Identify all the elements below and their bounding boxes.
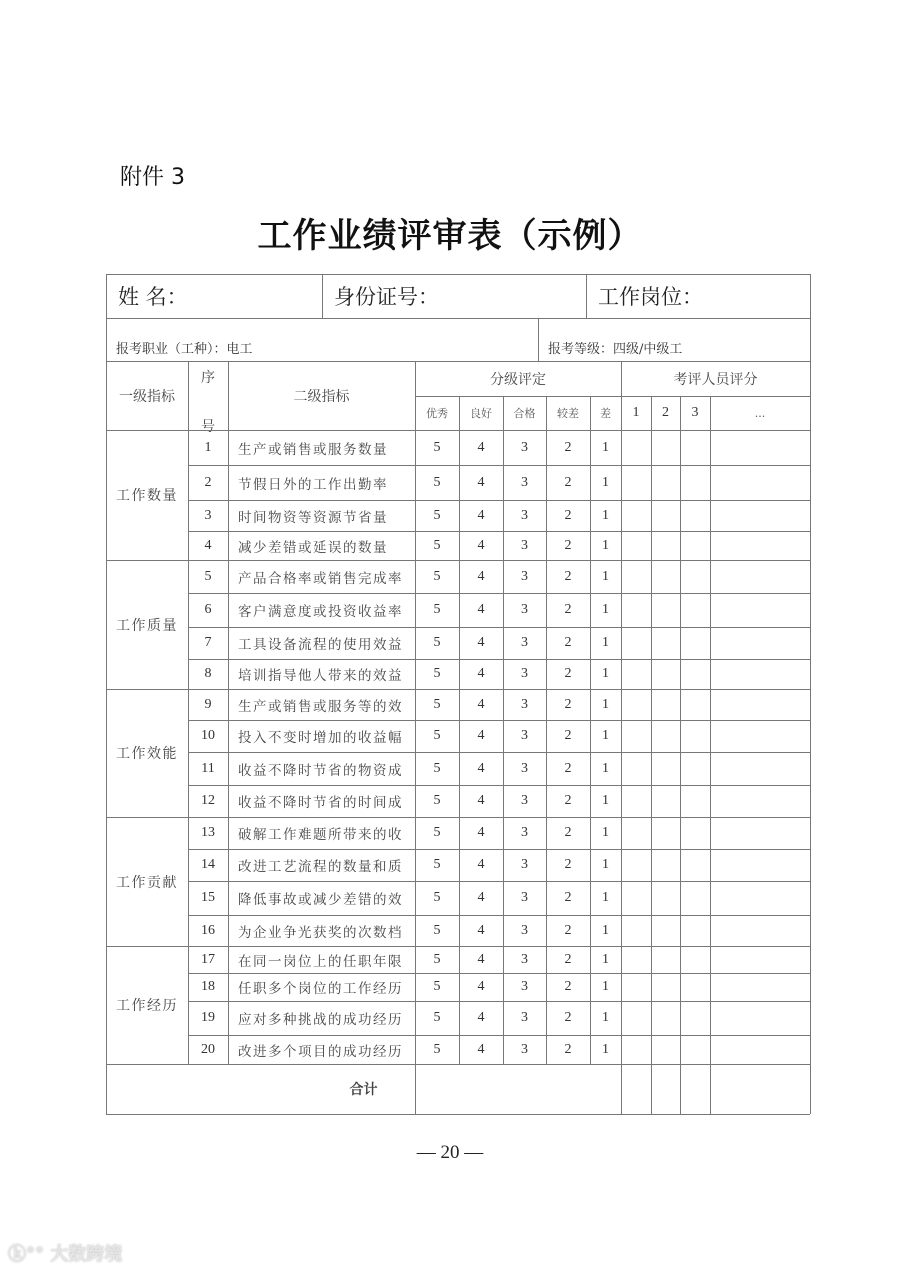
grade-score-option[interactable]: 5 — [433, 696, 441, 712]
page-number: — 20 — — [416, 1142, 484, 1163]
reviewer-score-cell[interactable] — [710, 817, 810, 849]
grade-score-option[interactable]: 5 — [433, 1041, 441, 1057]
reviewer-score-cell[interactable] — [621, 849, 651, 881]
grade-score-option[interactable]: 3 — [521, 793, 528, 808]
total-reviewer-cell[interactable] — [651, 1064, 680, 1114]
secondary-indicator: 破解工作难题所带来的收 — [238, 827, 403, 843]
reviewer-score-cell[interactable] — [680, 1001, 710, 1035]
grade-score-option[interactable]: 2 — [564, 1041, 572, 1057]
grade-score-option[interactable]: 1 — [602, 666, 609, 681]
reviewer-score-cell[interactable] — [710, 1001, 810, 1035]
row-number: 6 — [204, 602, 212, 617]
reviewer-score-cell[interactable] — [710, 465, 810, 500]
reviewer-score-cell[interactable] — [651, 752, 680, 785]
reviewer-score-cell[interactable] — [651, 465, 680, 500]
grade-score-option[interactable]: 2 — [564, 537, 572, 553]
grade-score-option[interactable]: 5 — [433, 857, 441, 872]
reviewer-score-cell[interactable] — [710, 531, 810, 560]
grade-score-option[interactable]: 3 — [521, 439, 528, 455]
row-number: 14 — [201, 857, 215, 872]
grade-score-option[interactable]: 2 — [564, 507, 572, 523]
grade-score-option[interactable]: 5 — [433, 537, 441, 553]
row-number: 11 — [201, 760, 215, 776]
grade-score-option[interactable]: 4 — [477, 793, 485, 808]
grade-score-option[interactable]: 4 — [477, 890, 485, 905]
reviewer-score-cell[interactable] — [651, 720, 680, 752]
reviewer-score-cell[interactable] — [621, 720, 651, 752]
header-grade-0: 优秀 — [426, 407, 448, 420]
grade-score-option[interactable]: 4 — [477, 922, 485, 938]
grade-score-option[interactable]: 2 — [564, 760, 572, 776]
reviewer-score-cell[interactable] — [621, 627, 651, 659]
reviewer-score-cell[interactable] — [621, 1035, 651, 1064]
reviewer-score-cell[interactable] — [680, 430, 710, 465]
grade-score-option[interactable]: 1 — [602, 1041, 609, 1057]
grade-score-option[interactable]: 2 — [564, 979, 572, 994]
table-border-bottom — [106, 1114, 810, 1115]
reviewer-score-cell[interactable] — [710, 720, 810, 752]
primary-indicator-group: 工作贡献 — [116, 874, 178, 891]
reviewer-score-cell[interactable] — [621, 430, 651, 465]
grade-score-option[interactable]: 2 — [564, 922, 572, 938]
row-number: 17 — [201, 951, 215, 967]
grade-score-option[interactable]: 5 — [433, 635, 441, 650]
reviewer-score-cell[interactable] — [651, 593, 680, 627]
grade-score-option[interactable]: 2 — [564, 793, 572, 808]
grade-score-option[interactable]: 2 — [564, 951, 572, 967]
grade-score-option[interactable]: 3 — [521, 696, 528, 712]
grade-score-option[interactable]: 3 — [521, 568, 528, 584]
reviewer-score-cell[interactable] — [680, 593, 710, 627]
grade-score-option[interactable]: 2 — [564, 857, 572, 872]
header-reviewer-1: 2 — [662, 405, 669, 420]
reviewer-score-cell[interactable] — [680, 849, 710, 881]
row-number: 20 — [201, 1041, 215, 1057]
header-reviewer-2: 3 — [691, 405, 699, 420]
reviewer-score-cell[interactable] — [680, 720, 710, 752]
secondary-indicator: 培训指导他人带来的效益 — [238, 668, 403, 684]
grade-score-option[interactable]: 3 — [521, 635, 528, 650]
row-number: 16 — [201, 922, 215, 938]
reviewer-score-cell[interactable] — [651, 1035, 680, 1064]
secondary-indicator: 在同一岗位上的任职年限 — [238, 953, 403, 970]
grade-score-option[interactable]: 3 — [521, 507, 528, 523]
total-row-label: 合计 — [349, 1082, 378, 1098]
secondary-indicator: 为企业争光获奖的次数档 — [238, 924, 403, 941]
name-field[interactable]: 姓 名： — [118, 285, 188, 309]
reviewer-score-cell[interactable] — [621, 689, 651, 720]
grade-score-option[interactable]: 3 — [521, 825, 528, 840]
header-grading: 分级评定 — [490, 371, 546, 388]
row-number: 5 — [204, 568, 212, 584]
row-number: 2 — [204, 474, 212, 490]
grade-score-option[interactable]: 1 — [602, 635, 609, 650]
reviewer-score-cell[interactable] — [680, 560, 710, 593]
reviewer-score-cell[interactable] — [651, 430, 680, 465]
grade-score-option[interactable]: 4 — [477, 951, 485, 967]
grade-score-option[interactable]: 1 — [602, 537, 609, 553]
grade-score-option[interactable]: 1 — [602, 439, 609, 455]
grade-score-option[interactable]: 2 — [564, 568, 572, 584]
grade-score-option[interactable]: 4 — [477, 979, 485, 994]
grade-score-option[interactable]: 3 — [521, 474, 528, 490]
reviewer-score-cell[interactable] — [710, 500, 810, 531]
grade-score-option[interactable]: 5 — [433, 439, 441, 455]
grade-score-option[interactable]: 2 — [564, 728, 572, 743]
reviewer-score-cell[interactable] — [651, 627, 680, 659]
grade-score-option[interactable]: 3 — [521, 979, 528, 994]
job-position-field[interactable]: 工作岗位： — [598, 285, 703, 309]
reviewer-score-cell[interactable] — [651, 659, 680, 689]
reviewer-score-cell[interactable] — [710, 849, 810, 881]
grade-score-option[interactable]: 3 — [521, 890, 528, 905]
table-border-right — [810, 274, 811, 1114]
reviewer-score-cell[interactable] — [621, 946, 651, 973]
reviewer-score-cell[interactable] — [680, 817, 710, 849]
reviewer-score-cell[interactable] — [680, 946, 710, 973]
secondary-indicator: 产品合格率或销售完成率 — [238, 570, 403, 587]
grade-score-option[interactable]: 1 — [602, 825, 609, 840]
grade-score-option[interactable]: 3 — [521, 602, 528, 617]
header-reviewer-3: ... — [754, 406, 766, 420]
grade-score-option[interactable]: 3 — [521, 537, 528, 553]
primary-indicator-group: 工作经历 — [116, 998, 178, 1014]
grade-score-option[interactable]: 1 — [602, 760, 609, 776]
secondary-indicator: 改进工艺流程的数量和质 — [238, 859, 403, 875]
reviewer-score-cell[interactable] — [680, 1035, 710, 1064]
header-grade-1: 良好 — [470, 407, 492, 420]
reviewer-score-cell[interactable] — [621, 881, 651, 915]
secondary-indicator: 减少差错或延误的数量 — [238, 539, 388, 556]
grade-score-option[interactable]: 3 — [521, 857, 528, 872]
grade-score-option[interactable]: 5 — [433, 890, 441, 905]
grade-score-option[interactable]: 2 — [564, 825, 572, 840]
id-number-field[interactable]: 身份证号： — [334, 285, 439, 309]
grade-score-option[interactable]: 4 — [477, 537, 485, 553]
reviewer-score-cell[interactable] — [680, 500, 710, 531]
grade-score-option[interactable]: 2 — [564, 890, 572, 905]
grade-score-option[interactable]: 1 — [602, 922, 609, 938]
grade-score-option[interactable]: 1 — [602, 1010, 609, 1025]
grade-score-option[interactable]: 4 — [477, 602, 485, 617]
total-reviewer-cell[interactable] — [710, 1064, 810, 1114]
grade-score-option[interactable]: 3 — [521, 666, 528, 681]
grade-score-option[interactable]: 5 — [433, 474, 441, 490]
reviewer-score-cell[interactable] — [621, 817, 651, 849]
grade-score-option[interactable]: 2 — [564, 696, 572, 712]
secondary-indicator: 工具设备流程的使用效益 — [238, 637, 403, 653]
grade-score-option[interactable]: 5 — [433, 922, 441, 938]
grade-score-option[interactable]: 3 — [521, 1010, 528, 1025]
reviewer-score-cell[interactable] — [651, 915, 680, 946]
reviewer-score-cell[interactable] — [680, 465, 710, 500]
primary-indicator-group: 工作质量 — [116, 617, 178, 634]
header-seq-bottom: 号 — [201, 419, 215, 435]
grade-score-option[interactable]: 5 — [433, 666, 441, 681]
reviewer-score-cell[interactable] — [621, 560, 651, 593]
reviewer-score-cell[interactable] — [710, 1035, 810, 1064]
row-number: 7 — [204, 635, 212, 650]
total-reviewer-cell[interactable] — [621, 1064, 651, 1114]
watermark — [8, 1240, 122, 1266]
header-grade-4: 差 — [600, 407, 611, 420]
grade-score-option[interactable]: 4 — [477, 507, 485, 523]
grade-score-option[interactable]: 4 — [477, 568, 485, 584]
row-number: 12 — [201, 793, 215, 808]
reviewer-score-cell[interactable] — [621, 1001, 651, 1035]
grade-score-option[interactable]: 4 — [477, 760, 485, 776]
grade-score-option[interactable]: 1 — [602, 951, 609, 967]
reviewer-score-cell[interactable] — [710, 752, 810, 785]
grade-score-option[interactable]: 5 — [433, 951, 441, 967]
grade-score-option[interactable]: 5 — [433, 1010, 441, 1025]
primary-indicator-group: 工作效能 — [116, 746, 178, 762]
grade-score-option[interactable]: 1 — [602, 507, 609, 523]
reviewer-score-cell[interactable] — [680, 627, 710, 659]
grade-score-option[interactable]: 1 — [602, 696, 609, 712]
row-number: 13 — [201, 825, 215, 840]
grade-score-option[interactable]: 4 — [477, 1010, 485, 1025]
row-number: 9 — [204, 696, 212, 712]
reviewer-score-cell[interactable] — [621, 659, 651, 689]
secondary-indicator: 收益不降时节省的时间成 — [238, 795, 403, 811]
reviewer-score-cell[interactable] — [680, 531, 710, 560]
grade-score-option[interactable]: 5 — [433, 825, 441, 840]
header-seq-top: 序 — [201, 370, 215, 386]
grade-score-option[interactable]: 1 — [602, 602, 609, 617]
grade-score-option[interactable]: 4 — [477, 635, 485, 650]
reviewer-score-cell[interactable] — [651, 973, 680, 1001]
reviewer-score-cell[interactable] — [710, 785, 810, 817]
grade-score-option[interactable]: 1 — [602, 890, 609, 905]
reviewer-score-cell[interactable] — [621, 752, 651, 785]
grade-score-option[interactable]: 5 — [433, 979, 441, 994]
secondary-indicator: 收益不降时节省的物资成 — [238, 762, 403, 779]
reviewer-score-cell[interactable] — [651, 817, 680, 849]
reviewer-score-cell[interactable] — [651, 500, 680, 531]
row-number: 3 — [204, 507, 212, 523]
reviewer-score-cell[interactable] — [621, 500, 651, 531]
reviewer-score-cell[interactable] — [651, 560, 680, 593]
reviewer-score-cell[interactable] — [710, 973, 810, 1001]
reviewer-score-cell[interactable] — [710, 946, 810, 973]
secondary-indicator: 改进多个项目的成功经历 — [238, 1043, 403, 1060]
reviewer-score-cell[interactable] — [710, 915, 810, 946]
grade-score-option[interactable]: 5 — [433, 793, 441, 808]
grade-score-option[interactable]: 4 — [477, 666, 485, 681]
header-seq — [188, 361, 228, 435]
reviewer-score-cell[interactable] — [680, 915, 710, 946]
reviewer-score-cell[interactable] — [621, 785, 651, 817]
secondary-indicator: 投入不变时增加的收益幅 — [238, 730, 403, 746]
reviewer-score-cell[interactable] — [680, 752, 710, 785]
exam-level-field: 报考等级：四级/中级工 — [548, 342, 683, 357]
grade-score-option[interactable]: 1 — [602, 979, 609, 994]
grade-score-option[interactable]: 4 — [477, 1041, 485, 1057]
secondary-indicator: 任职多个岗位的工作经历 — [238, 981, 403, 997]
watermark-logo-icon: ⓚ°° — [8, 1244, 44, 1265]
reviewer-score-cell[interactable] — [710, 689, 810, 720]
grade-score-option[interactable]: 4 — [477, 439, 485, 455]
reviewer-score-cell[interactable] — [621, 531, 651, 560]
reviewer-score-cell[interactable] — [710, 560, 810, 593]
secondary-indicator: 客户满意度或投资收益率 — [238, 604, 403, 620]
row-number: 1 — [204, 439, 212, 455]
reviewer-score-cell[interactable] — [651, 946, 680, 973]
grade-score-option[interactable]: 2 — [564, 602, 572, 617]
reviewer-score-cell[interactable] — [680, 659, 710, 689]
grade-score-option[interactable]: 1 — [602, 793, 609, 808]
reviewer-score-cell[interactable] — [710, 430, 810, 465]
reviewer-score-cell[interactable] — [651, 1001, 680, 1035]
reviewer-score-cell[interactable] — [621, 915, 651, 946]
header-reviewer-0: 1 — [632, 405, 640, 420]
grade-score-option[interactable]: 4 — [477, 825, 485, 840]
attachment-label: 附件 3 — [120, 165, 185, 190]
reviewer-score-cell[interactable] — [680, 785, 710, 817]
reviewer-score-cell[interactable] — [651, 881, 680, 915]
reviewer-score-cell[interactable] — [710, 659, 810, 689]
grade-score-option[interactable]: 1 — [602, 857, 609, 872]
reviewer-score-cell[interactable] — [710, 627, 810, 659]
grade-score-option[interactable]: 2 — [564, 635, 572, 650]
grade-score-option[interactable]: 1 — [602, 728, 609, 743]
header-grade-3: 较差 — [557, 407, 579, 420]
grade-score-option[interactable]: 4 — [477, 728, 485, 743]
grade-score-option[interactable]: 4 — [477, 696, 485, 712]
row-number: 10 — [201, 728, 215, 743]
grade-score-option[interactable]: 2 — [564, 1010, 572, 1025]
reviewer-score-cell[interactable] — [621, 465, 651, 500]
grade-score-option[interactable]: 5 — [433, 602, 441, 617]
grade-score-option[interactable]: 2 — [564, 439, 572, 455]
reviewer-score-cell[interactable] — [651, 689, 680, 720]
grade-score-option[interactable]: 3 — [521, 922, 528, 938]
reviewer-score-cell[interactable] — [680, 881, 710, 915]
grade-score-option[interactable]: 3 — [521, 951, 528, 967]
grade-score-option[interactable]: 3 — [521, 728, 528, 743]
secondary-indicator: 生产或销售或服务等的效 — [238, 698, 403, 715]
page-title: 工作业绩评审表（示例） — [257, 216, 643, 256]
grade-score-option[interactable]: 5 — [433, 728, 441, 743]
reviewer-score-cell[interactable] — [680, 973, 710, 1001]
reviewer-score-cell[interactable] — [651, 785, 680, 817]
reviewer-score-cell[interactable] — [651, 849, 680, 881]
grade-score-option[interactable]: 3 — [521, 1041, 528, 1057]
grade-score-option[interactable]: 5 — [433, 507, 441, 523]
row-number: 19 — [201, 1010, 215, 1025]
header-grade-2: 合格 — [513, 407, 536, 420]
secondary-indicator: 节假日外的工作出勤率 — [238, 476, 388, 493]
grade-score-option[interactable]: 5 — [433, 568, 441, 584]
secondary-indicator: 生产或销售或服务数量 — [238, 441, 388, 458]
grade-score-option[interactable]: 4 — [477, 857, 485, 872]
total-reviewer-cell[interactable] — [680, 1064, 710, 1114]
reviewer-score-cell[interactable] — [710, 881, 810, 915]
occupation-field: 报考职业（工种）：电工 — [116, 342, 253, 357]
header-secondary-indicator: 二级指标 — [293, 388, 350, 405]
header-primary-indicator: 一级指标 — [119, 388, 175, 405]
reviewer-score-cell[interactable] — [651, 531, 680, 560]
row-number: 8 — [204, 666, 212, 681]
grade-score-option[interactable]: 3 — [521, 760, 528, 776]
row-number: 15 — [201, 890, 215, 905]
reviewer-score-cell[interactable] — [680, 689, 710, 720]
row-number: 4 — [204, 537, 212, 553]
primary-indicator-group: 工作数量 — [116, 488, 178, 504]
grade-score-option[interactable]: 5 — [433, 760, 441, 776]
secondary-indicator: 应对多种挑战的成功经历 — [238, 1012, 403, 1028]
secondary-indicator: 时间物资等资源节省量 — [238, 509, 388, 526]
reviewer-score-cell[interactable] — [710, 593, 810, 627]
reviewer-score-cell[interactable] — [621, 593, 651, 627]
watermark-text: 大数跨境 — [50, 1244, 123, 1265]
grade-score-option[interactable]: 4 — [477, 474, 485, 490]
row-number: 18 — [201, 979, 215, 994]
secondary-indicator: 降低事故或减少差错的效 — [238, 892, 403, 908]
grade-score-option[interactable]: 1 — [602, 474, 609, 490]
grade-score-option[interactable]: 1 — [602, 568, 609, 584]
reviewer-score-cell[interactable] — [621, 973, 651, 1001]
grade-score-option[interactable]: 2 — [564, 666, 572, 681]
header-reviewer-score: 考评人员评分 — [673, 371, 758, 388]
grade-score-option[interactable]: 2 — [564, 474, 572, 490]
